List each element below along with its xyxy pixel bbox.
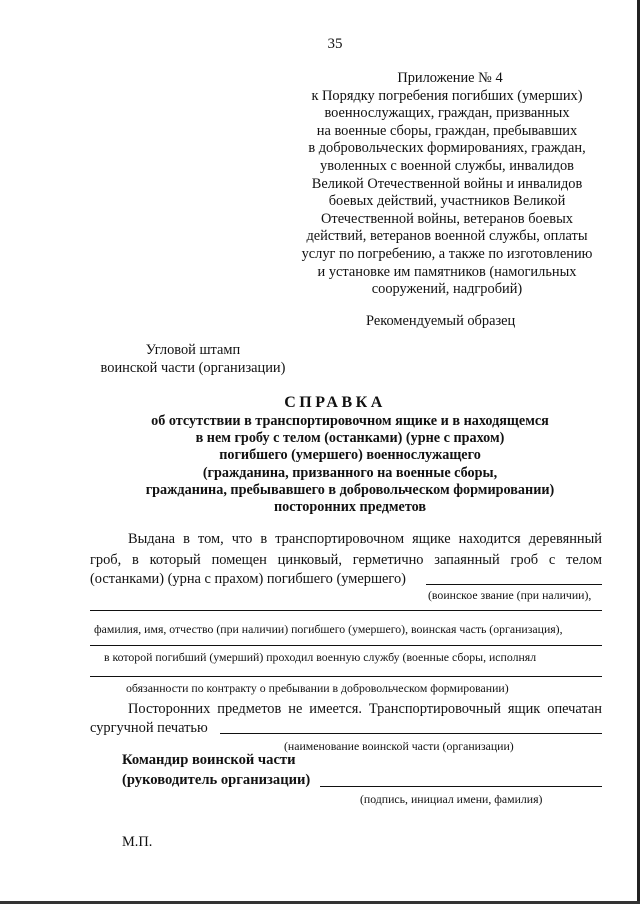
appendix-line: и установке им памятников (намогильных [317, 263, 577, 280]
appendix-line: боевых действий, участников Великой [328, 193, 566, 210]
appendix-line: услуг по погребению, а также по изготовлению [301, 245, 593, 262]
subtitle-line: посторонних предметов [273, 499, 427, 516]
appendix-line: Отечественной войны, ветеранов боевых [321, 210, 573, 227]
corner-stamp-label [88, 342, 298, 377]
seal-fill-line[interactable] [220, 733, 602, 734]
document-subtitle [100, 413, 600, 516]
body-line-2: гроб, в который помещен цинковый, герметично запаянный гроб с телом [90, 552, 602, 568]
appendix-line: сооружений, надгробий) [371, 281, 523, 298]
deceased-fill-line[interactable] [426, 584, 602, 585]
seal-place-label: М.П. [122, 834, 153, 850]
unit-caption: (наименование воинской части (организации) [284, 739, 514, 753]
subtitle-line: в нем гробу с телом (останками) (урне с прахом) [195, 430, 505, 447]
document-title: СПРАВКА [284, 394, 386, 411]
no-foreign-line-2: сургучной печатью [90, 720, 208, 736]
recommended-sample-label: Рекомендуемый образец [366, 313, 516, 329]
page-number: 35 [327, 36, 343, 52]
rank-caption: (воинское звание (при наличии), [428, 588, 592, 602]
appendix-header [282, 70, 612, 299]
rank-fill-line[interactable] [90, 610, 602, 611]
subtitle-line: об отсутствии в транспортировочном ящике и в находящемся [151, 413, 549, 429]
appendix-line: уволенных с военной службы, инвалидов [320, 157, 574, 174]
service-caption: в которой погибший (умерший) проходил военную службу (военные сборы, исполнял [104, 650, 537, 664]
stamp-line-1: Угловой штамп [145, 342, 241, 358]
subtitle-line: погибшего (умершего) военнослужащего [219, 447, 481, 464]
signature-line-2: (руководитель организации) [122, 772, 311, 788]
name-caption: фамилия, имя, отчество (при наличии) погибшего (умершего), воинская часть (организация), [94, 622, 563, 636]
signature-caption: (подпись, инициал имени, фамилия) [360, 792, 543, 806]
name-fill-line[interactable] [90, 645, 602, 646]
appendix-line: на военные сборы, граждан, пребывавших [316, 122, 578, 139]
appendix-line: к Порядку погребения погибших (умерших) [311, 87, 583, 104]
service-fill-line[interactable] [90, 676, 602, 677]
appendix-line: военнослужащих, граждан, призванных [324, 105, 570, 122]
stamp-line-2: воинской части (организации) [100, 359, 286, 376]
signature-line-1: Командир воинской части [122, 752, 296, 768]
appendix-line: Великой Отечественной войны и инвалидов [311, 175, 583, 192]
signature-fill-line[interactable] [320, 786, 602, 787]
appendix-line: действий, ветеранов военной службы, оплаты [306, 228, 588, 245]
no-foreign-line-1: Посторонних предметов не имеется. Транспортировочный ящик опечатан [128, 701, 602, 717]
subtitle-line: гражданина, пребывавшего в добровольческом формировании) [145, 481, 555, 498]
duties-caption: обязанности по контракту о пребывании в добровольческом формировании) [126, 681, 509, 695]
appendix-line: в добровольческих формированиях, граждан, [308, 140, 586, 157]
subtitle-line: (гражданина, призванного на военные сборы, [202, 464, 498, 481]
body-line-3: (останками) (урна с прахом) погибшего (умершего) [90, 571, 406, 587]
body-line-1: Выдана в том, что в транспортировочном ящике находится деревянный [128, 531, 602, 547]
appendix-title: Приложение № 4 [397, 70, 503, 86]
signature-block [122, 750, 310, 790]
